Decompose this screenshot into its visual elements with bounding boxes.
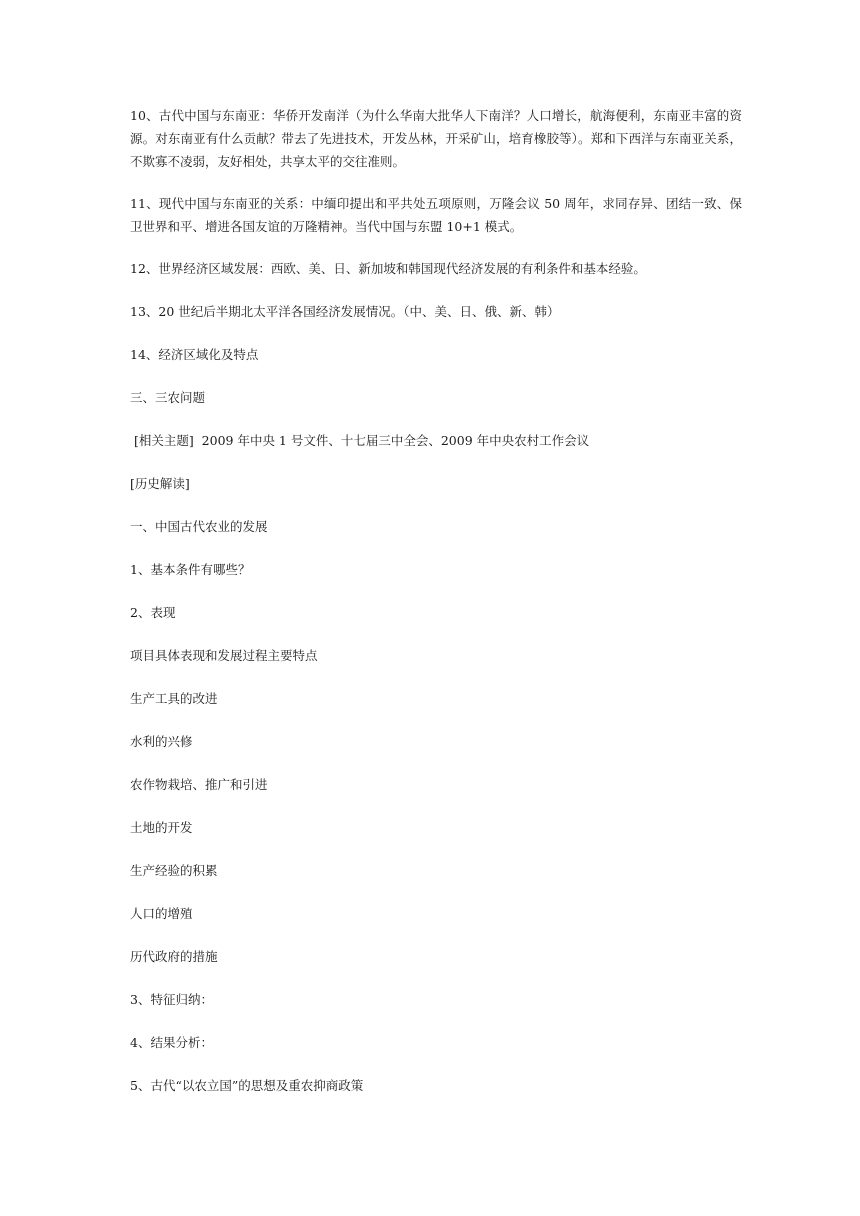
document-page [130,104,742,1097]
list-item-characteristics: 3、特征归纳： [130,992,213,1007]
list-item-basic-conditions: 1、基本条件有哪些？ [130,562,251,577]
item-government-measures: 历代政府的措施 [130,949,218,964]
list-item-result-analysis: 4、结果分析： [130,1035,213,1050]
item-crop-cultivation: 农作物栽培、推广和引进 [130,777,268,792]
paragraph-world-economic-regions: 12、世界经济区域发展：西欧、美、日、新加坡和韩国现代经济发展的有利条件和基本经验。 [130,261,646,276]
paragraph-southeast-asia-modern: 11、现代中国与东南亚的关系：中缅印提出和平共处五项原则，万隆会议 50 周年，求同存异、团结一致、保卫世界和平、增进各国友谊的万隆精神。当代中国与东盟 10+1 模式。 [130,196,742,234]
list-item-manifestations: 2、表现 [130,605,176,620]
paragraph-related-topics: [相关主题] 2009 年中央 1 号文件、十七届三中全会、2009 年中央农村工作会议 [130,433,590,448]
table-header-line: 项目具体表现和发展过程主要特点 [130,648,318,663]
list-item-agriculture-policy: 5、古代“以农立国”的思想及重农抑商政策 [130,1078,364,1093]
heading-ancient-agriculture: 一、中国古代农业的发展 [130,519,268,534]
paragraph-economic-regionalization: 14、经济区域化及特点 [130,347,259,362]
item-land-development: 土地的开发 [130,820,193,835]
paragraph-historical-interpretation: [历史解读] [130,476,190,491]
item-production-tools: 生产工具的改进 [130,691,218,706]
item-production-experience: 生产经验的积累 [130,863,218,878]
item-population-growth: 人口的增殖 [130,906,193,921]
paragraph-north-pacific-economy: 13、20 世纪后半期北太平洋各国经济发展情况。（中、美、日、俄、新、韩） [130,304,560,319]
section-heading-three-rural-issues: 三、三农问题 [130,390,206,405]
item-water-conservancy: 水利的兴修 [130,734,193,749]
paragraph-southeast-asia-ancient: 10、古代中国与东南亚：华侨开发南洋（为什么华南大批华人下南洋？人口增长，航海便利，东南亚丰富的资源。对东南亚有什么贡献？带去了先进技术，开发丛林，开采矿山，培育橡胶等）。郑和下西洋与东南亚关系，不欺寡不凌弱，友好相处，共享太平的交往准则。 [130,108,742,169]
